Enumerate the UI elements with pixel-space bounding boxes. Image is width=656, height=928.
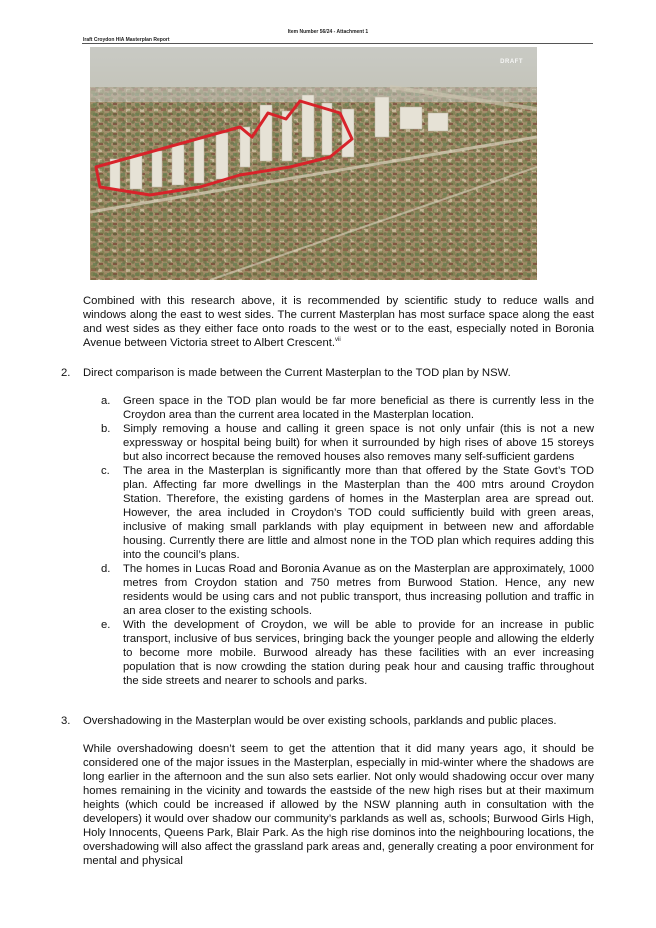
header-item-number: Item Number 56/24 - Attachment 1 — [287, 29, 369, 35]
list-item — [101, 394, 594, 422]
list-item — [101, 618, 594, 688]
draft-watermark: DRAFT — [500, 59, 523, 65]
intro-paragraph-text: Combined with this research above, it is recommended by scientific study to reduce walls and windows along the east to west sides. The current Masterplan has most surface space along the east and west sides as they either face onto roads to the west or to the east, especially noted in Boronia Avenue between Victoria street to Albert Crescent. — [83, 295, 594, 349]
list-item-text: The area in the Masterplan is significantly more than that offered by the State Govt’s TOD plan. Affecting far more dwellings in the Masterplan than the 400 mtrs around Croydon Station. Therefore, the existing gardens of homes in the Masterplan area are spread out. However, the area included in Croydon’s TOD could sufficiently build with green areas, inclusive of making small parklands with play equipment in between new and affordable housing. Currently there are little and almost none in the TOD plan which requires adding this into the council’s plans. — [123, 465, 594, 561]
list-item — [101, 464, 594, 562]
numbered-item-number: 2. — [61, 367, 71, 379]
aerial-masterplan-image — [90, 47, 537, 280]
list-item — [101, 562, 594, 618]
list-item-letter: d. — [101, 563, 111, 575]
intro-paragraph — [83, 294, 594, 350]
header-report-title: Iraft Croydon HIA Masterplan Report — [83, 37, 170, 43]
list-item-letter: e. — [101, 619, 111, 631]
list-item-letter: b. — [101, 423, 111, 435]
list-item-text: Simply removing a house and calling it green space is not only unfair (this is not a new expressway or hospital being built) for when it surrounded by high rises of above 15 storeys but also incorrect because the removed houses also removes many self-sufficient gardens — [123, 423, 594, 463]
comparison-sub-list — [101, 394, 594, 688]
list-item — [101, 422, 594, 464]
list-item-letter: a. — [101, 395, 111, 407]
overshadowing-paragraph: While overshadowing doesn’t seem to get the attention that it did many years ago, it should be considered one of the major issues in the Masterplan, especially in mid-winter where the shadows are long earlier in the afternoon and the sun also sets earlier. Not only would shadowing occur over many homes remaining in the vicinity and towards the eastside of the new high rises but at their maximum heights (which could be increased if allowed by the NSW planning auth in consultation with the developers) it would over shadow our community’s parklands as well as, schools; Burwood Girls High, Holy Innocents, Queens Park, Blair Park. As the high rise dominos into the neighbouring locations, the overshadowing will also affect the grassland park areas and, generally creating a poor environment for mental and physical — [83, 743, 594, 867]
numbered-item-text: Direct comparison is made between the Current Masterplan to the TOD plan by NSW. — [83, 367, 511, 379]
numbered-item-number: 3. — [61, 715, 71, 727]
endnote-marker: vii — [335, 337, 341, 344]
header-divider — [82, 43, 593, 44]
list-item-text: Green space in the TOD plan would be far more beneficial as there is currently less in the Croydon area than the current area located in the Masterplan location. — [123, 395, 594, 421]
list-item-text: The homes in Lucas Road and Boronia Avanue as on the Masterplan are approximately, 1000 metres from Croydon station and 750 metres from Burwood Station. Hence, any new residents would be using cars and not public transport, thus increasing pollution and traffic in an area closer to the existing schools. — [123, 563, 594, 617]
aerial-illustration — [90, 47, 537, 280]
list-item-letter: c. — [101, 465, 110, 477]
numbered-item-text: Overshadowing in the Masterplan would be over existing schools, parklands and public places. — [83, 715, 557, 727]
list-item-text: With the development of Croydon, we will be able to provide for an increase in public transport, inclusive of bus services, bringing back the younger people and allowing the elderly to become more mobile. Burwood already has these facilities with an ever increasing population that is now crowding the station during peak hour and causing traffic throughout the side streets and nearer to schools and parks. — [123, 619, 594, 687]
